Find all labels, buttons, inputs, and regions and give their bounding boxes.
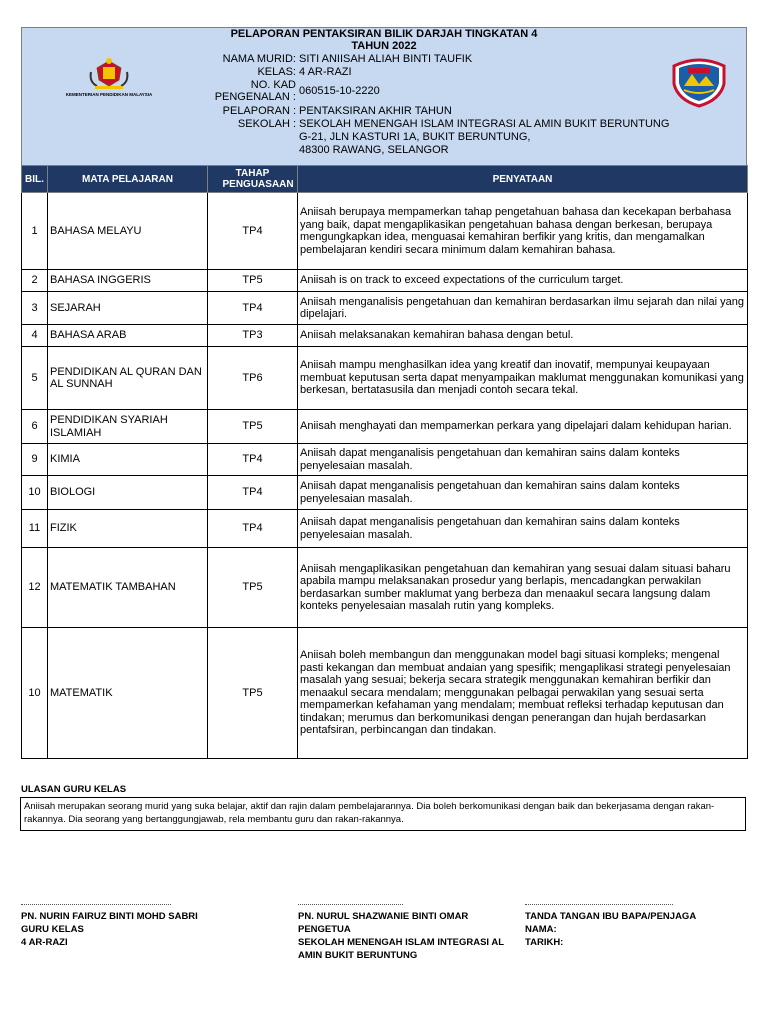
row-number: 3 [22,292,48,325]
subject-name: FIZIK [48,510,208,548]
statement-text: Aniisah menghayati dan mempamerkan perkara yang dipelajari dalam kehidupan harian. [298,410,748,444]
school-address-line2: 48300 RAWANG, SELANGOR [299,144,449,156]
mastery-level: TP4 [208,292,298,325]
principal-role: PENGETUA [298,924,351,935]
field-label: NO. KAD [250,79,296,91]
table-row [22,628,748,759]
field-label: PENGENALAN : [214,91,296,103]
principal-signature-block [298,910,513,962]
teacher-role: GURU KELAS [21,924,84,935]
field-label: NAMA MURID: [222,53,296,65]
row-number: 4 [22,325,48,347]
field-label: SEKOLAH : [237,118,296,130]
principal-school: SEKOLAH MENENGAH ISLAM INTEGRASI AL AMIN BUKIT BERUNTUNG [298,937,504,961]
row-number: 6 [22,410,48,444]
subject-name: PENDIDIKAN AL QURAN DAN AL SUNNAH [48,347,208,410]
teacher-signature-block [21,910,198,949]
subject-name: MATEMATIK TAMBAHAN [48,548,208,628]
row-number: 2 [22,270,48,292]
field-label: KELAS: [257,66,296,78]
table-row [22,270,748,292]
parent-signature-title: TANDA TANGAN IBU BAPA/PENJAGA [525,911,697,922]
statement-text: Aniisah boleh membangun dan menggunakan model bagi situasi kompleks; mengenal pasti kekangan dan membuat andaian yang spesifik; mengaplikasi strategi penyelesaian masalah yang sesuai; bekerja secara strategik menggunakan kemahiran berfikir dan menaakul secara mendalam; menggunakan pelbagai perwakilan yang sesuai serta mempamerkan kefahaman yang mendalam; membuat refleksi terhadap keputusan dan tindakan; merumus dan berkomunikasi dengan penerangan dan hujah berdasarkan pentafsiran, perbincangan dan tindakan. [298,628,748,759]
mastery-level: TP5 [208,548,298,628]
teacher-class: 4 AR-RAZI [21,937,68,948]
subject-name: MATEMATIK [48,628,208,759]
table-row [22,476,748,510]
school-address-line1: G-21, JLN KASTURI 1A, BUKIT BERUNTUNG, [299,131,531,143]
statement-text: Aniisah is on track to exceed expectations of the curriculum target. [298,270,748,292]
report-header [21,27,747,165]
mastery-level: TP4 [208,510,298,548]
subject-name: KIMIA [48,444,208,476]
signature-line [21,904,171,906]
mastery-level: TP5 [208,410,298,444]
row-number: 1 [22,193,48,270]
table-body [22,193,748,759]
report-sheet [21,27,747,759]
parent-signature-block [525,910,696,949]
subject-name: BAHASA ARAB [48,325,208,347]
student-ic: 060515-10-2220 [299,85,380,97]
subject-name: BAHASA MELAYU [48,193,208,270]
row-number: 10 [22,628,48,759]
mastery-level: TP4 [208,444,298,476]
subject-name: PENDIDIKAN SYARIAH ISLAMIAH [48,410,208,444]
student-name: SITI ANIISAH ALIAH BINTI TAUFIK [299,53,473,65]
teacher-name: PN. NURIN FAIRUZ BINTI MOHD SABRI [21,911,198,922]
row-number: 12 [22,548,48,628]
mastery-level: TP6 [208,347,298,410]
column-header-statement: PENYATAAN [298,166,748,193]
parent-date-label: TARIKH: [525,937,564,948]
table-row [22,548,748,628]
table-row [22,410,748,444]
subject-name: BIOLOGI [48,476,208,510]
comment-title: ULASAN GURU KELAS [21,784,127,795]
mastery-level: TP5 [208,628,298,759]
parent-name-label: NAMA: [525,924,557,935]
report-title: PELAPORAN PENTAKSIRAN BILIK DARJAH TINGKATAN 4 [230,28,538,40]
table-row [22,193,748,270]
report-year: TAHUN 2022 [351,40,417,52]
principal-name: PN. NURUL SHAZWANIE BINTI OMAR [298,911,469,922]
report-type: PENTAKSIRAN AKHIR TAHUN [299,105,452,117]
signature-line [298,904,403,906]
mastery-level: TP3 [208,325,298,347]
table-row [22,292,748,325]
student-class: 4 AR-RAZI [299,66,352,78]
subject-name: SEJARAH [48,292,208,325]
table-row [22,325,748,347]
mastery-level: TP4 [208,476,298,510]
column-header-bil: BIL. [22,166,48,193]
statement-text: Aniisah mengaplikasikan pengetahuan dan kemahiran yang sesuai dalam situasi baharu apabila mampu melaksanakan prosedur yang berlapis, mencadangkan perwakilan berdasarkan sumber maklumat yang berbeza dan menaakul secara langsung dalam konteks penyelesaian masalah rutin yang kompleks. [298,548,748,628]
school-name: SEKOLAH MENENGAH ISLAM INTEGRASI AL AMIN BUKIT BERUNTUNG [299,118,670,130]
column-header-level: TAHAP PENGUASAAN [208,166,298,193]
signature-line [525,904,673,906]
school-crest-logo [670,56,728,108]
statement-text: Aniisah menganalisis pengetahuan dan kemahiran berdasarkan ilmu sejarah dan nilai yang dipelajari. [298,292,748,325]
statement-text: Aniisah berupaya mempamerkan tahap pengetahuan bahasa dan kecekapan berbahasa yang baik, dapat mengaplikasikan pengetahuan bahasa dengan berkesan, berupaya mengungkapkan idea, menguasai kemahiran berfikir yang kritis, dan mengamalkan pembelajaran kendiri secara minimum dalam kemahiran bahasa. [298,193,748,270]
assessment-table [21,165,748,759]
statement-text: Aniisah dapat menganalisis pengetahuan dan kemahiran sains dalam konteks penyelesaian masalah. [298,444,748,476]
table-row [22,510,748,548]
statement-text: Aniisah dapat menganalisis pengetahuan dan kemahiran sains dalam konteks penyelesaian masalah. [298,510,748,548]
field-label: PELAPORAN : [222,105,296,117]
comment-box: Aniisah merupakan seorang murid yang suka belajar, aktif dan rajin dalam pembelajarannya. Dia boleh berkomunikasi dengan baik dan bekerjasama dengan rakan-rakannya. Dia seorang yang bertanggungjawab, rela membantu guru dan rakan-rakannya. [20,797,746,831]
mastery-level: TP4 [208,193,298,270]
column-header-subject: MATA PELAJARAN [48,166,208,193]
statement-text: Aniisah dapat menganalisis pengetahuan dan kemahiran sains dalam konteks penyelesaian masalah. [298,476,748,510]
subject-name: BAHASA INGGERIS [48,270,208,292]
mastery-level: TP5 [208,270,298,292]
row-number: 11 [22,510,48,548]
row-number: 9 [22,444,48,476]
table-row [22,347,748,410]
statement-text: Aniisah mampu menghasilkan idea yang kreatif dan inovatif, mempunyai keupayaan membuat keputusan serta dapat menyampaikan maklumat menggunakan komunikasi yang berkesan, bertatasusila dan menjadi contoh secara tekal. [298,347,748,410]
ministry-caption: KEMENTERIAN PENDIDIKAN MALAYSIA [65,92,153,97]
ministry-crest-logo [54,58,164,100]
table-row [22,444,748,476]
statement-text: Aniisah melaksanakan kemahiran bahasa dengan betul. [298,325,748,347]
table-header-row [22,166,748,193]
row-number: 5 [22,347,48,410]
row-number: 10 [22,476,48,510]
